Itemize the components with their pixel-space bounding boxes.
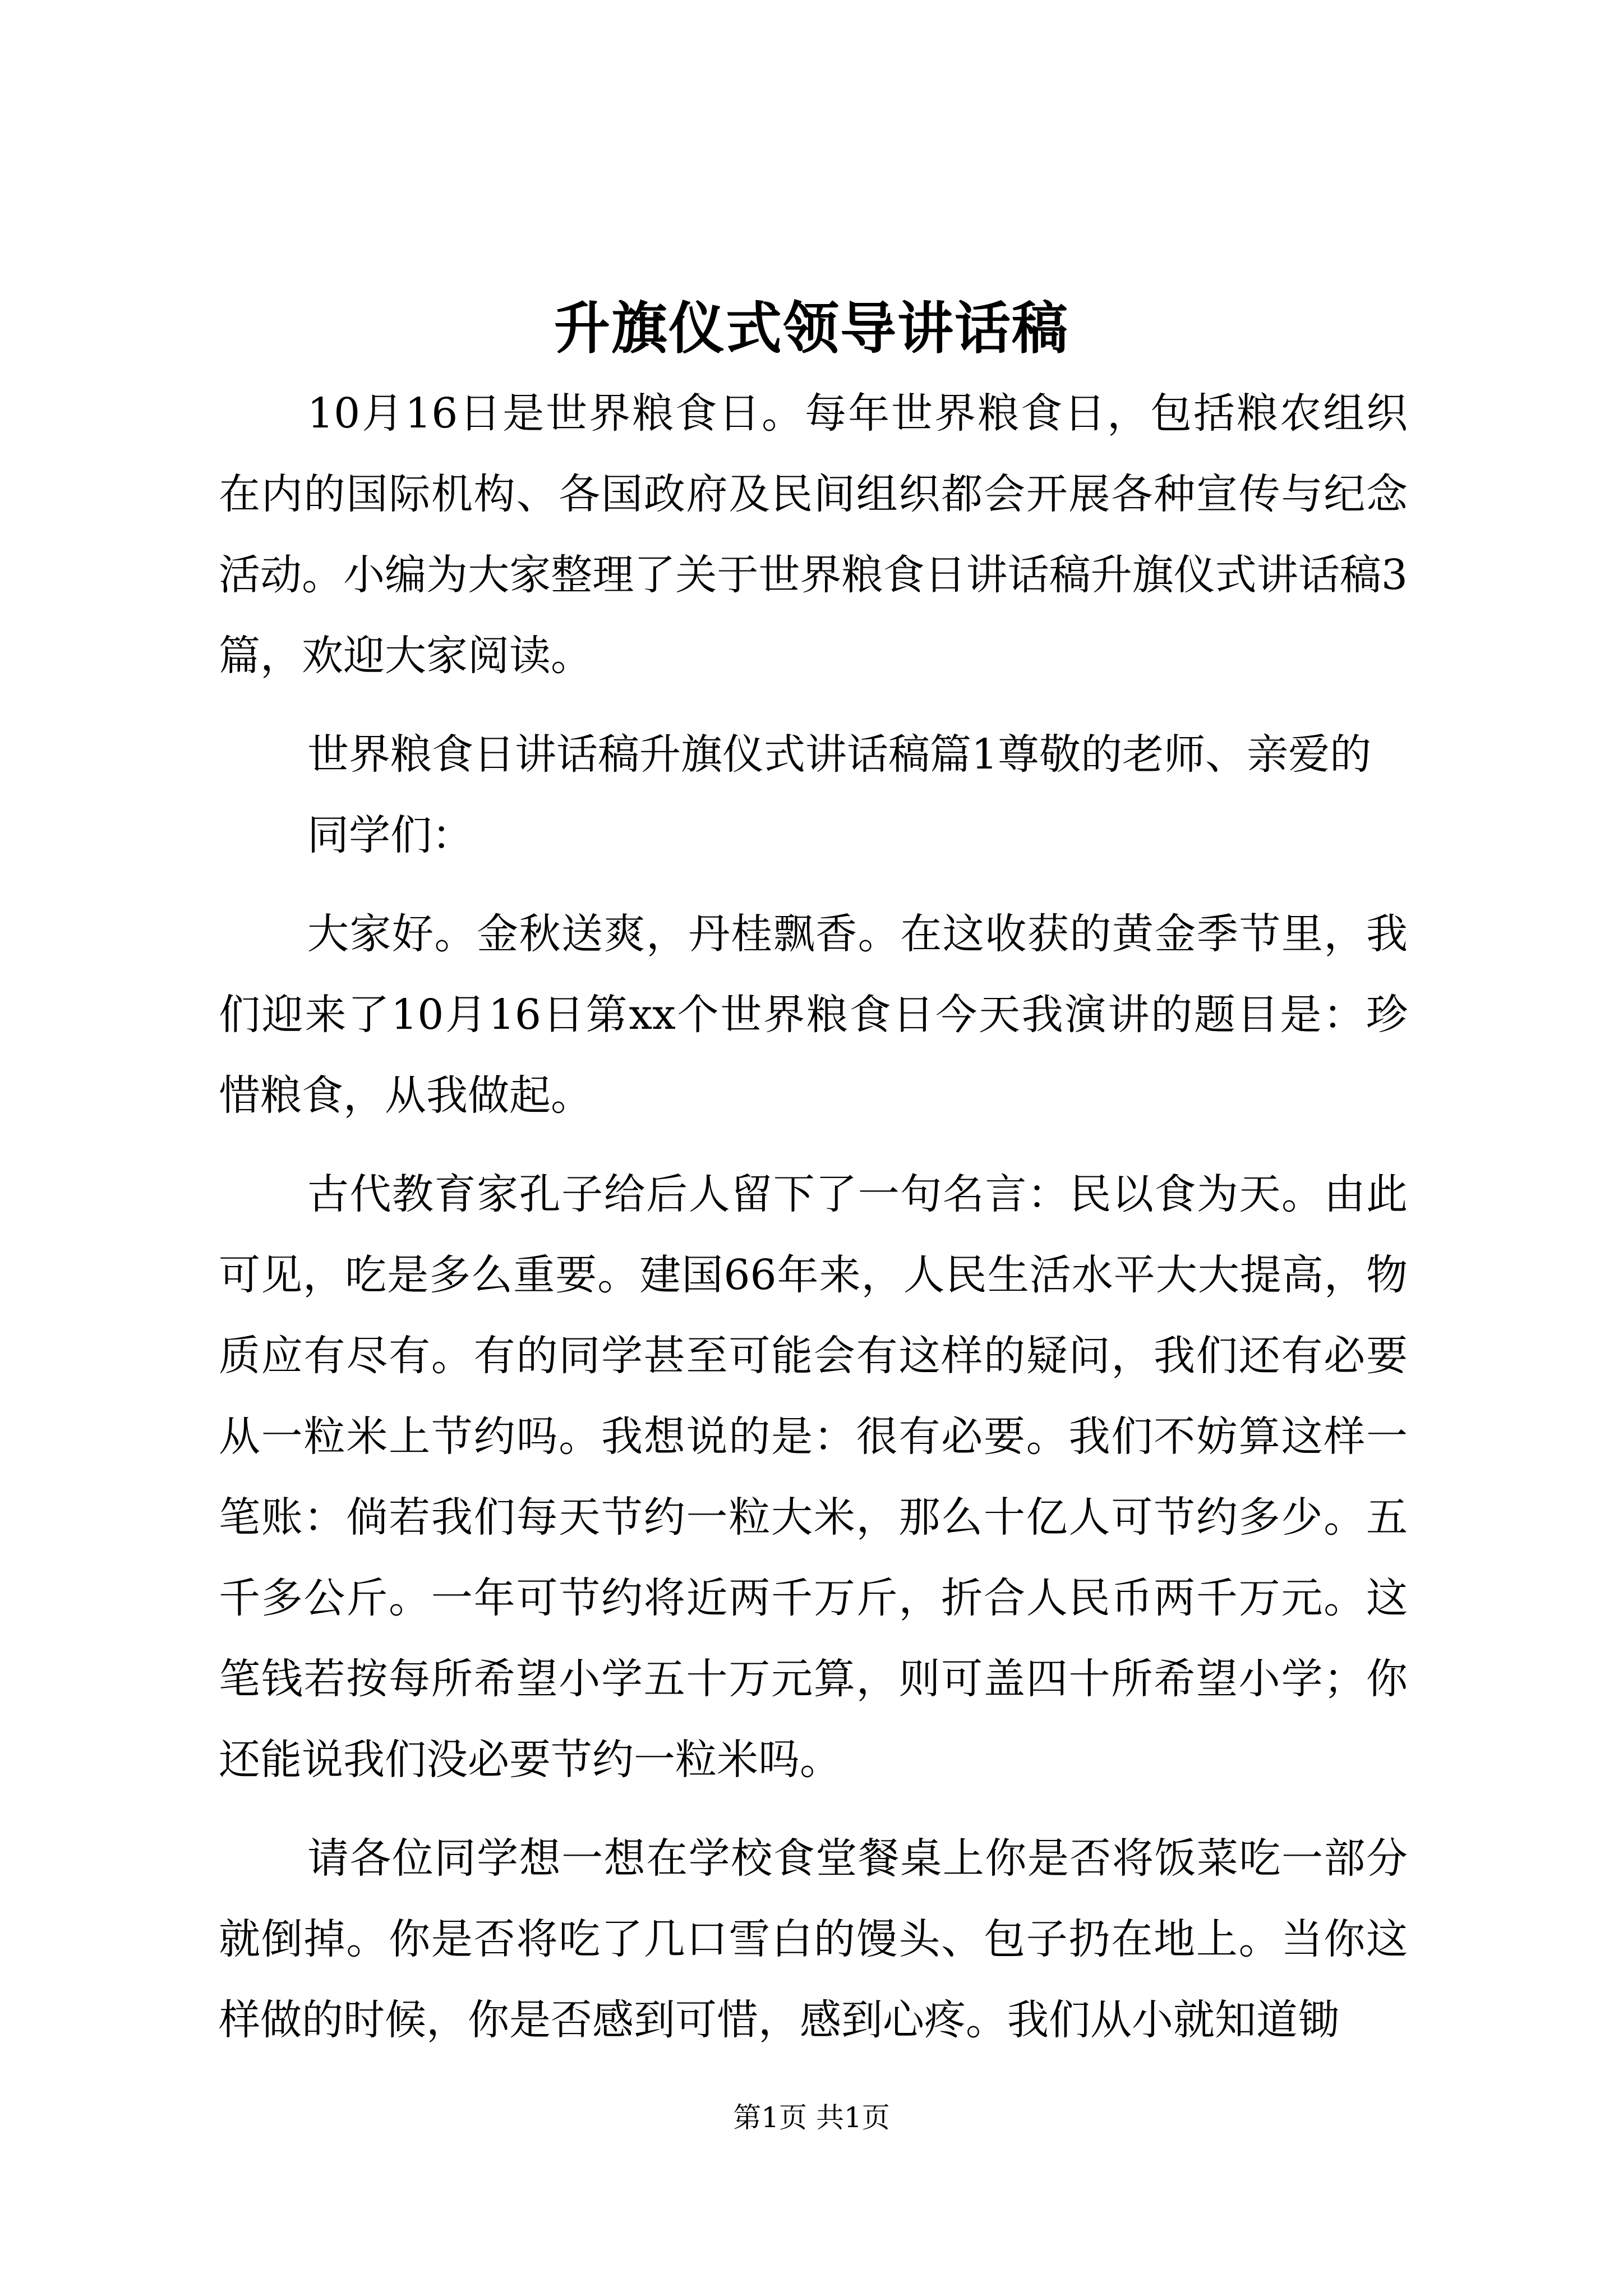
paragraph-greeting: 大家好。金秋送爽，丹桂飘香。在这收获的黄金季节里，我们迎来了10月16日第xx个世界粮食日今天我演讲的题目是：珍惜粮食，从我做起。 xyxy=(219,910,1408,1120)
paragraph-salutation: 同学们： xyxy=(307,811,473,859)
document-title: 升旗仪式领导讲话稿 xyxy=(554,295,1069,361)
paragraph-canteen: 请各位同学想一想在学校食堂餐桌上你是否将饭菜吃一部分就倒掉。你是否将吃了几口雪白的馒头、包子扔在地上。当你这样做的时候，你是否感到可惜，感到心疼。我们从小就知道锄 xyxy=(219,1834,1408,2044)
document-body xyxy=(219,373,1408,2060)
paragraph-speech-heading: 世界粮食日讲话稿升旗仪式讲话稿篇1尊敬的老师、亲爱的 xyxy=(307,730,1372,779)
paragraph-intro: 10月16日是世界粮食日。每年世界粮食日，包括粮农组织在内的国际机构、各国政府及民间组织都会开展各种宣传与纪念活动。小编为大家整理了关于世界粮食日讲话稿升旗仪式讲话稿3篇，欢迎大家阅读。 xyxy=(219,389,1408,680)
paragraph-confucius: 古代教育家孔子给后人留下了一句名言：民以食为天。由此可见，吃是多么重要。建国66年来，人民生活水平大大提高，物质应有尽有。有的同学甚至可能会有这样的疑问，我们还有必要从一粒米上节约吗。我想说的是：很有必要。我们不妨算这样一笔账：倘若我们每天节约一粒大米，那么十亿人可节约多少。五千多公斤。一年可节约将近两千万斤，折合人民币两千万元。这笔钱若按每所希望小学五十万元算，则可盖四十所希望小学；你还能说我们没必要节约一粒米吗。 xyxy=(219,1170,1408,1784)
page-footer: 第1页 共1页 xyxy=(733,2101,890,2134)
